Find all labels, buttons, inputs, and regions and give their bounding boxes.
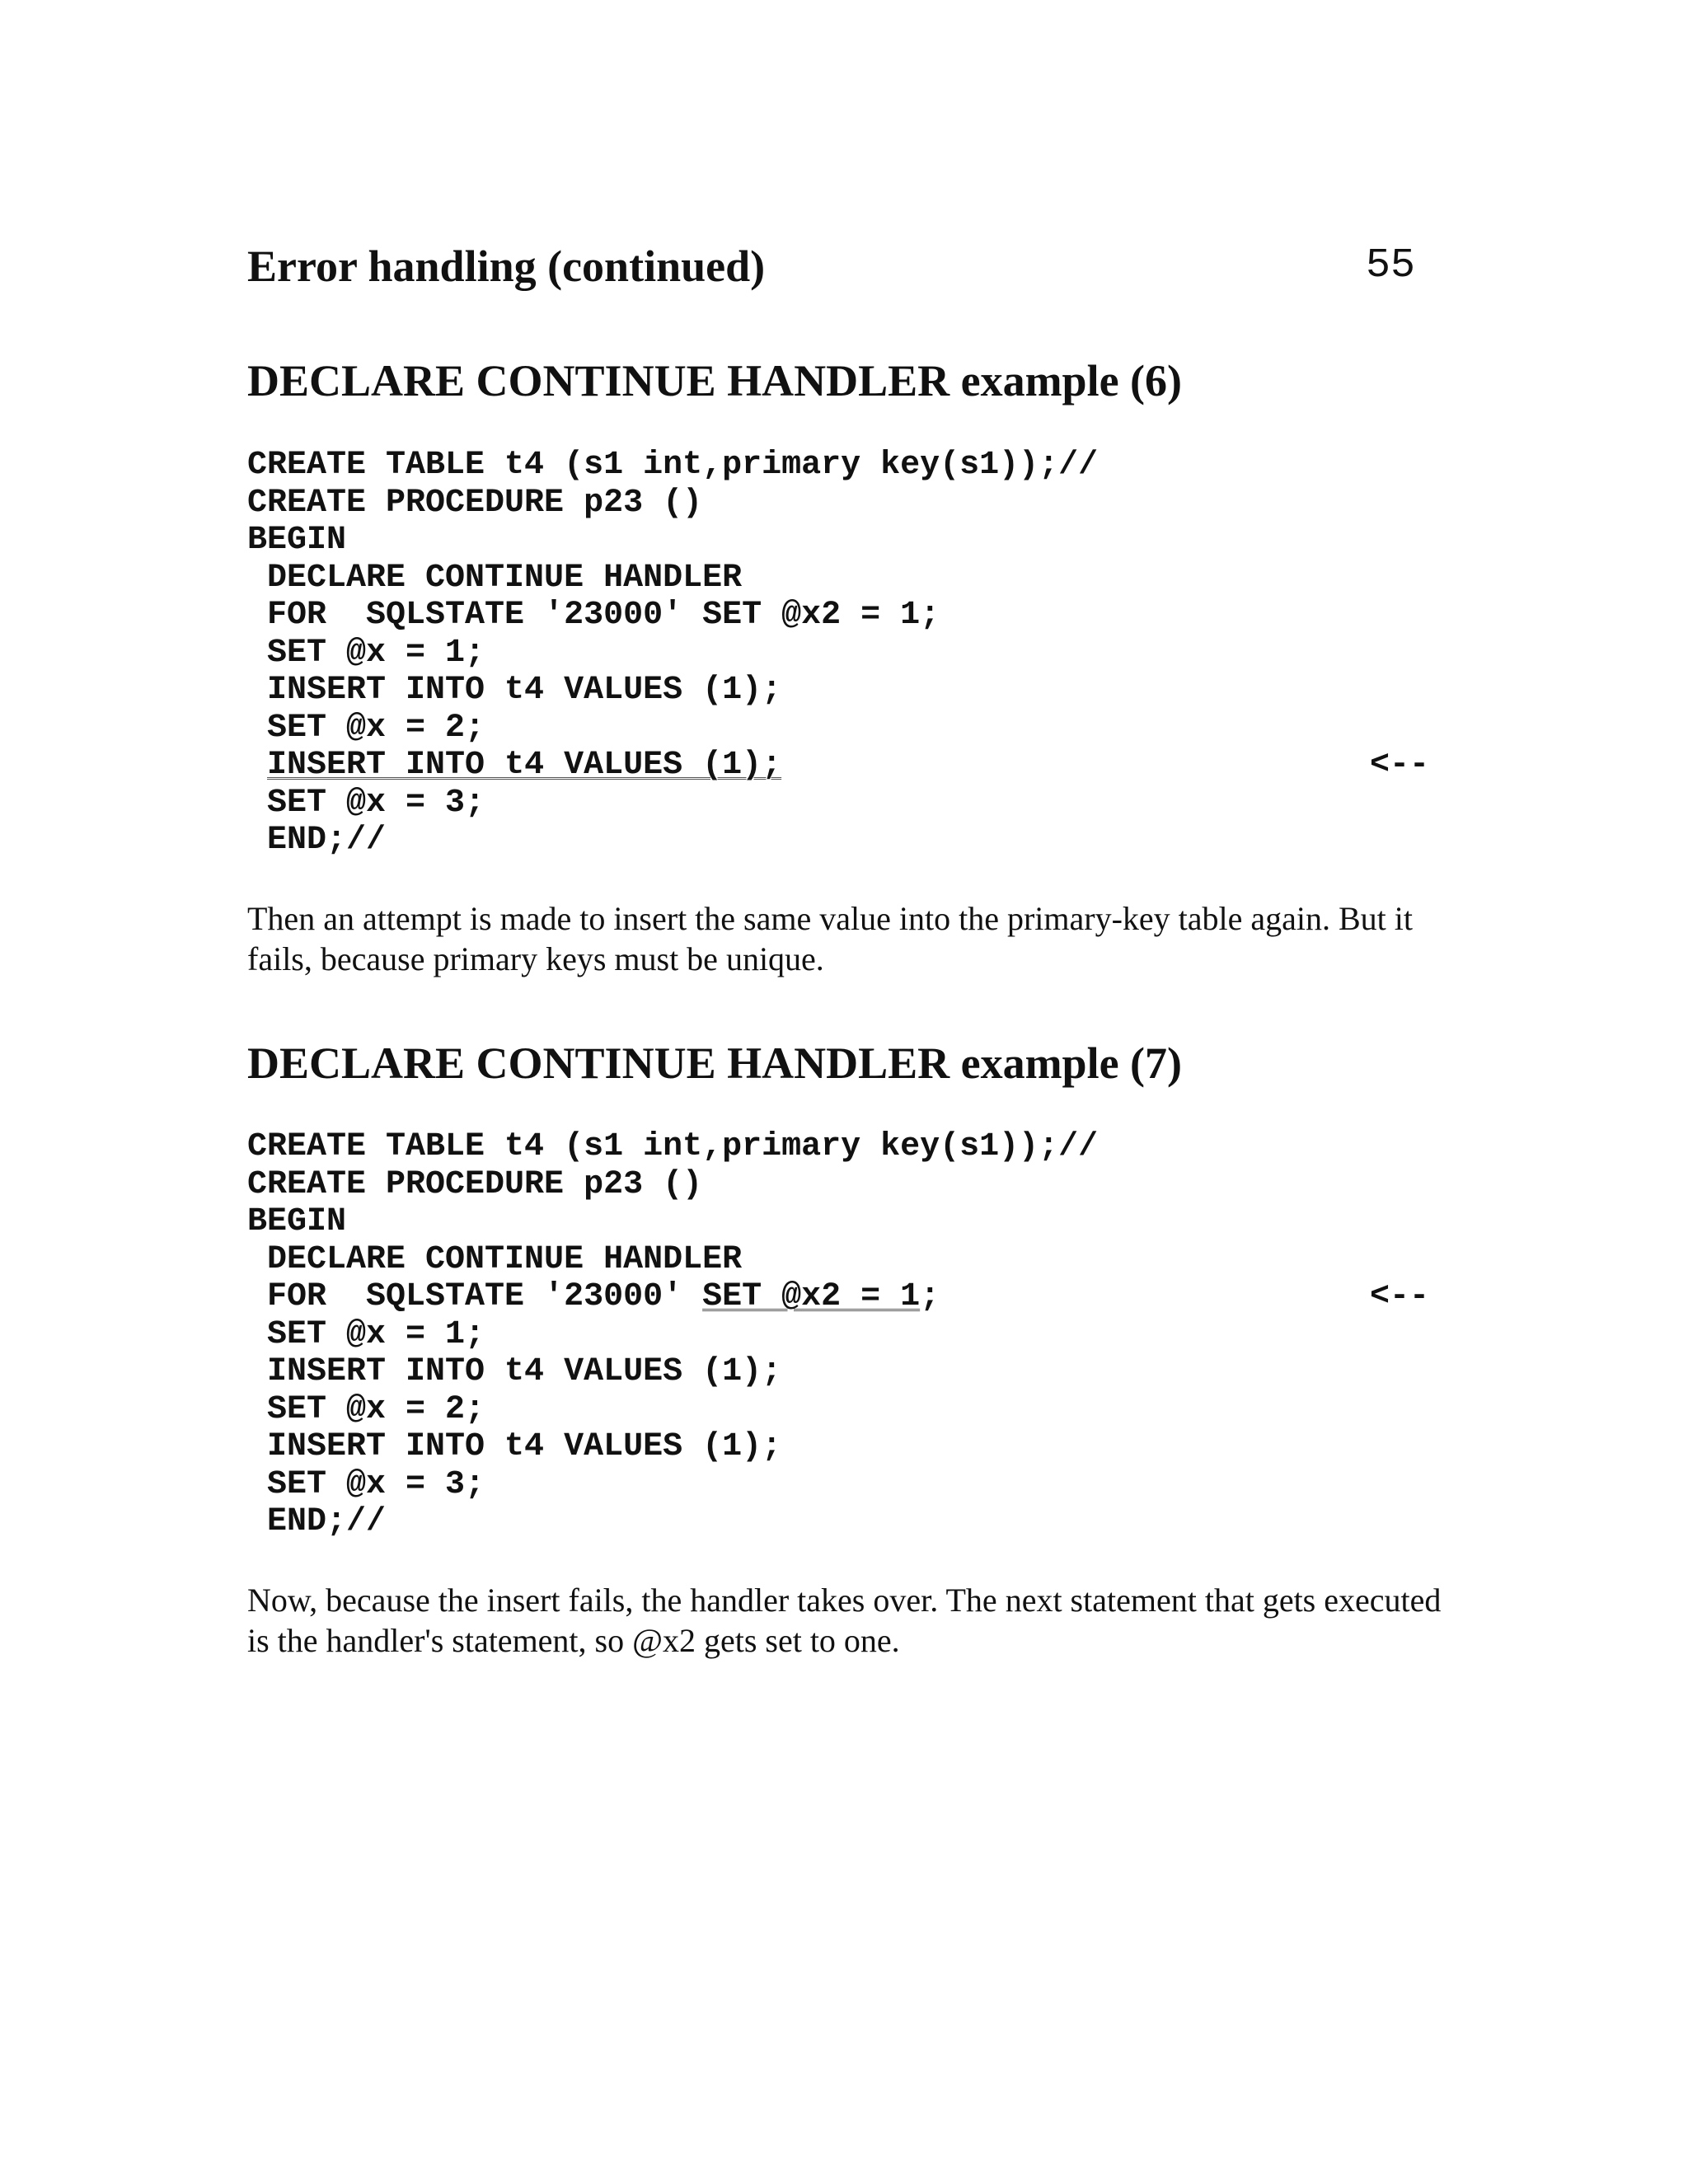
code-line bbox=[247, 447, 1442, 485]
code-line bbox=[247, 1353, 1442, 1391]
code-line-text: SET @x = 1; bbox=[247, 634, 485, 672]
code-line bbox=[247, 785, 1442, 823]
code-line bbox=[247, 1278, 1442, 1316]
page-title: Error handling (continued) bbox=[247, 241, 766, 291]
code-line bbox=[247, 597, 1442, 635]
code-text-after-highlight: ; bbox=[920, 1278, 940, 1315]
code-line bbox=[247, 822, 1442, 860]
code-line-text: FOR SQLSTATE '23000' SET @x2 = 1; bbox=[247, 597, 940, 634]
code-line bbox=[247, 1241, 1442, 1279]
code-line-text: SET @x = 3; bbox=[247, 1465, 485, 1503]
code-line-text: CREATE PROCEDURE p23 () bbox=[247, 484, 703, 522]
code-line-text bbox=[247, 747, 781, 784]
code-line bbox=[247, 1316, 1442, 1354]
code-line-text: SET @x = 2; bbox=[247, 709, 485, 747]
code-line bbox=[247, 747, 1442, 785]
code-line-text: BEGIN bbox=[247, 1203, 347, 1240]
code-line bbox=[247, 560, 1442, 598]
code-line-text: SET @x = 3; bbox=[247, 784, 485, 822]
code-line-text: INSERT INTO t4 VALUES (1); bbox=[247, 1428, 782, 1465]
code-line-text: SET @x = 1; bbox=[247, 1315, 485, 1353]
code-line-text: DECLARE CONTINUE HANDLER bbox=[247, 559, 743, 597]
section-heading-example-7: DECLARE CONTINUE HANDLER example (7) bbox=[247, 1038, 1183, 1088]
page-number: 55 bbox=[1365, 242, 1415, 289]
pointer-arrow: <-- bbox=[1370, 1278, 1430, 1315]
highlighted-code: INSERT INTO t4 VALUES (1); bbox=[267, 747, 782, 784]
highlighted-code: SET @x2 = 1 bbox=[702, 1278, 921, 1315]
code-text-before-highlight: FOR SQLSTATE '23000' bbox=[247, 1278, 703, 1315]
code-line-text: END;// bbox=[247, 822, 387, 859]
code-line bbox=[247, 485, 1442, 523]
code-block-example-6 bbox=[247, 447, 1442, 860]
code-line bbox=[247, 635, 1442, 673]
section-heading-example-6: DECLARE CONTINUE HANDLER example (6) bbox=[247, 356, 1183, 405]
code-line bbox=[247, 1391, 1442, 1429]
code-line bbox=[247, 672, 1442, 710]
code-line-text: DECLARE CONTINUE HANDLER bbox=[247, 1240, 743, 1278]
code-line-text: INSERT INTO t4 VALUES (1); bbox=[247, 672, 782, 709]
code-line bbox=[247, 710, 1442, 748]
code-text-before-highlight bbox=[247, 747, 267, 784]
code-line-text: CREATE TABLE t4 (s1 int,primary key(s1));// bbox=[247, 1128, 1099, 1165]
code-line bbox=[247, 1503, 1442, 1541]
code-line-text: CREATE PROCEDURE p23 () bbox=[247, 1165, 703, 1203]
code-line bbox=[247, 522, 1442, 560]
page-header bbox=[247, 237, 1422, 295]
code-line-text: CREATE TABLE t4 (s1 int,primary key(s1));// bbox=[247, 447, 1099, 484]
code-line bbox=[247, 1428, 1442, 1466]
code-line-text: INSERT INTO t4 VALUES (1); bbox=[247, 1353, 782, 1390]
paragraph-example-7: Now, because the insert fails, the handler takes over. The next statement that gets executed is the handler's statement, so @x2 gets set to one. bbox=[247, 1582, 1442, 1659]
code-line-text: BEGIN bbox=[247, 522, 347, 559]
code-block-example-7 bbox=[247, 1128, 1442, 1541]
code-line bbox=[247, 1166, 1442, 1204]
code-line bbox=[247, 1203, 1442, 1241]
code-line-text: SET @x = 2; bbox=[247, 1390, 485, 1428]
code-line-text bbox=[247, 1278, 940, 1315]
pointer-arrow: <-- bbox=[1370, 747, 1430, 784]
paragraph-example-6: Then an attempt is made to insert the same value into the primary-key table again. But it fails, because primary keys must be unique. bbox=[247, 900, 1414, 977]
code-line bbox=[247, 1466, 1442, 1504]
code-line-text: END;// bbox=[247, 1503, 387, 1540]
code-line bbox=[247, 1128, 1442, 1166]
